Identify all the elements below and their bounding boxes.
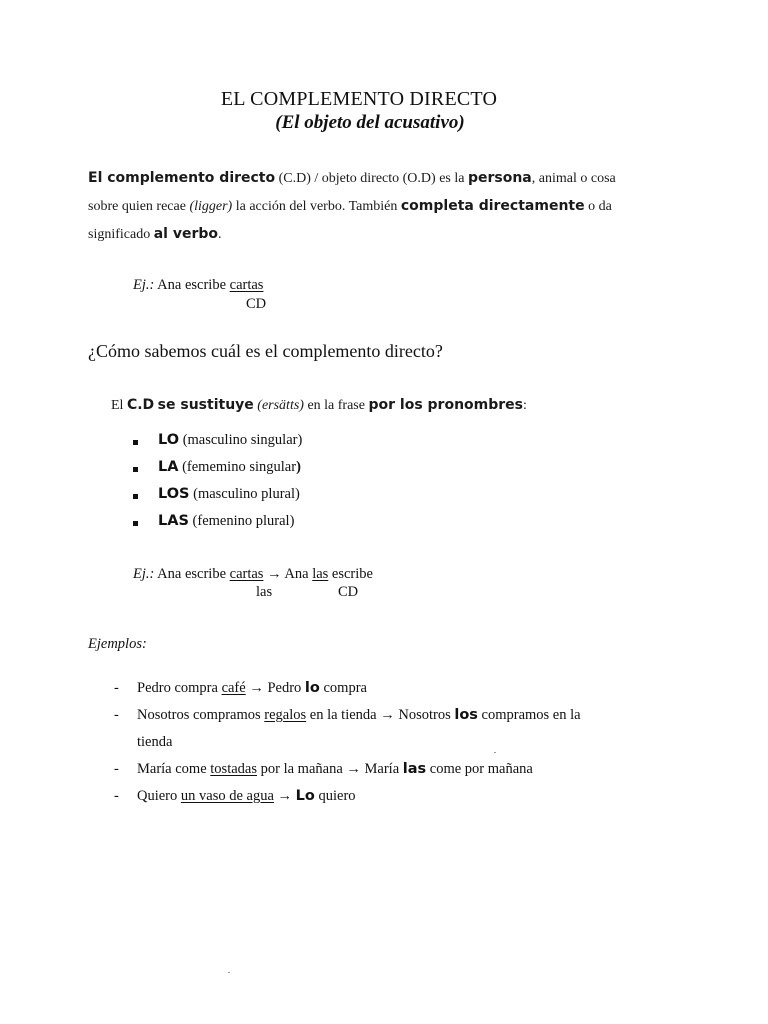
sub-translation: (ersätts) [257,398,304,413]
list-dash: - [114,788,119,804]
pronoun-item-las [158,513,294,530]
example-2-under-las: las [256,584,273,600]
sub-sustituye: se sustituye [157,397,254,413]
list-dash: - [114,707,119,723]
intro-text: . [218,227,222,242]
list-item [137,680,367,697]
intro-text: o da [584,199,612,214]
item-pronoun: Lo [295,788,315,804]
examples-heading: Ejemplos: [88,636,147,652]
item-text: por la mañana → María [257,761,403,777]
item-object: tostadas [210,761,257,777]
item-text: María come [137,761,211,777]
item-text: quiero [314,788,356,804]
pronoun-item-la [158,459,301,476]
example-text: escribe [328,566,373,582]
pronoun-name: LAS [158,513,189,529]
pronoun-close: ) [296,459,301,475]
intro-text: la acción del verbo. También [232,199,401,214]
example-1-cd-tag: CD [246,296,267,312]
example-text: → Ana [263,566,313,582]
pronoun-name: LOS [158,486,190,502]
list-dash: - [114,680,119,696]
intro-bold-persona: persona [467,170,532,186]
list-dash: - [114,761,119,777]
item-text: → [273,788,296,804]
item-object: regalos [264,707,307,723]
list-item-continuation: tienda [137,734,173,750]
example-label: Ej.: [133,277,155,293]
item-pronoun: los [454,707,478,723]
example-object: cartas [229,566,264,582]
pronoun-name: LO [158,432,180,448]
example-2-under-cd: CD [338,584,359,600]
example-text: Ana escribe [154,566,230,582]
example-object: cartas [229,277,264,293]
sub-text: en la frase [303,398,369,413]
intro-term: El complemento directo [88,170,276,186]
list-item [137,788,356,805]
substitution-line [111,397,527,414]
example-2 [133,566,373,583]
intro-bold-verbo: al verbo [153,226,219,242]
item-text: Nosotros compramos [137,707,265,723]
item-object: café [221,680,246,696]
pronoun-name: LA [158,459,179,475]
item-text: en la tienda → Nosotros [306,707,455,723]
example-label: Ej.: [133,566,155,582]
intro-line-1 [88,170,616,187]
list-item [137,707,581,724]
item-pronoun: lo [304,680,320,696]
bullet-marker [133,440,138,445]
sub-pronombres: por los pronombres [368,397,523,413]
bullet-marker [133,521,138,526]
intro-bold-completa: completa directamente [400,198,585,214]
section-question: ¿Cómo sabemos cuál es el complemento directo? [88,341,443,361]
example-text: Ana escribe [154,277,230,293]
item-text: compra [319,680,367,696]
pronoun-desc: (femenino plural) [188,513,295,529]
pronoun-desc: (masculino plural) [189,486,300,502]
intro-text: significado [88,227,154,242]
item-text: come por mañana [426,761,533,777]
item-text: → Pedro [245,680,305,696]
item-object: un vaso de agua [180,788,274,804]
bullet-marker [133,467,138,472]
pronoun-desc: (masculino singular) [179,432,303,448]
scan-speck [228,972,230,973]
intro-line-3 [88,226,222,243]
intro-translation: (ligger) [189,199,233,214]
pronoun-desc: (fememino singular [178,459,297,475]
sub-text: El [111,398,127,413]
scan-speck [494,752,496,753]
intro-text: sobre quien recae [88,199,190,214]
pronoun-item-los [158,486,300,503]
item-pronoun: las [402,761,427,777]
intro-text: (C.D) / objeto directo (O.D) es la [275,171,468,186]
list-item [137,761,533,778]
page-title: EL COMPLEMENTO DIRECTO [220,88,498,110]
sub-cd: C.D [126,397,155,413]
intro-line-2 [88,198,612,215]
pronoun-item-lo [158,432,302,449]
intro-text: , animal o cosa [531,171,616,186]
example-1 [133,277,263,294]
page-subtitle: (El objeto del acusativo) [275,112,465,133]
item-text: compramos en la [477,707,581,723]
example-pronoun: las [312,566,329,582]
item-text: Pedro compra [137,680,222,696]
item-text: Quiero [137,788,181,804]
sub-colon: : [523,398,527,413]
bullet-marker [133,494,138,499]
